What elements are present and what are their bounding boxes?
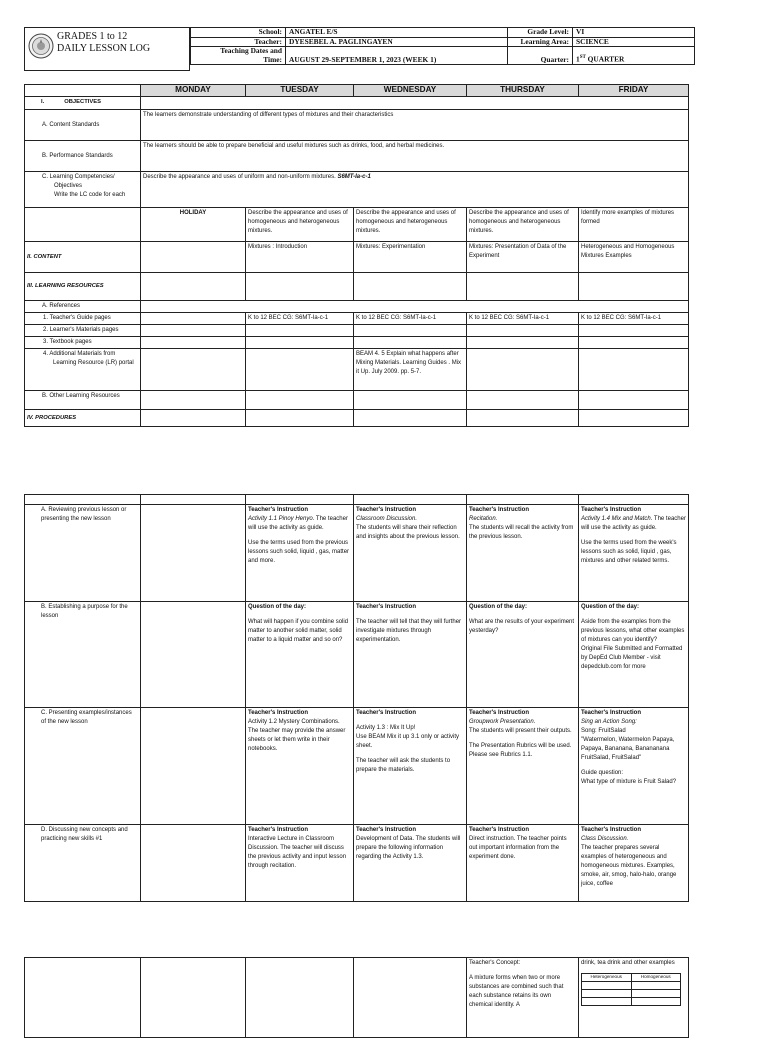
additional-materials-label-b: Learning Resource (LR) portal [53, 360, 134, 366]
question-heading: Question of the day: [248, 604, 307, 610]
review-wednesday [354, 505, 467, 602]
activity-desc: . The teacher will use the activity as guide. [248, 516, 348, 531]
spacer-monday [141, 495, 246, 505]
examples-tuesday [246, 708, 354, 825]
ti-heading: Teacher's Instruction [356, 604, 416, 610]
competencies-text-main: Describe the appearance and uses of uniform and non-uniform mixtures. [143, 174, 338, 180]
activity-title: Activity 1.4 Mix and Match [581, 516, 651, 522]
teacher-label: Teacher: [191, 37, 286, 47]
activity-title: Recitation. [469, 516, 498, 522]
pr-monday [141, 410, 246, 427]
song-title: Song: FruitSalad [581, 728, 626, 734]
content-standards-label: A. Content Standards [25, 110, 141, 141]
content-thursday: Mixtures: Presentation of Data of the Experiment [467, 242, 579, 273]
ti-heading: Teacher's Instruction [248, 507, 308, 513]
ti-heading: Teacher's Instruction [248, 827, 308, 833]
references-label: A. References [25, 301, 141, 313]
examples-thursday [467, 708, 579, 825]
area-value: SCIENCE [573, 37, 695, 47]
review-tuesday [246, 505, 354, 602]
quarter-label: Quarter: [508, 47, 573, 65]
reviewing-lesson-label: A. Reviewing previous lesson or presenting the new lesson [25, 505, 141, 602]
song-heading: Sing an Action Song: [581, 719, 637, 725]
homogeneous-header: Homogeneous [631, 974, 681, 982]
ti-heading: Teacher's Instruction [581, 827, 641, 833]
spacer-tuesday [246, 495, 354, 505]
mini-cell [582, 998, 632, 1006]
school-value: ANGATEL E/S [286, 28, 508, 38]
question-text: Aside from the examples from the previous lessons, what other examples of mixtures can you identify? [581, 619, 685, 643]
quarter-sup: ST [579, 55, 586, 61]
mini-cell [631, 998, 681, 1006]
am-monday [141, 349, 246, 391]
tg-thursday: K to 12 BEC CG: S6MT-Ia-c-1 [467, 313, 579, 325]
activity-desc: The students will share their reflection and insights about the previous lesson. [356, 525, 460, 540]
objectives-num: I. [41, 99, 45, 105]
lm-monday [141, 325, 246, 337]
day-tuesday: TUESDAY [246, 85, 354, 97]
question-heading: Question of the day: [581, 604, 640, 610]
tg-friday: K to 12 BEC CG: S6MT-Ia-c-1 [579, 313, 689, 325]
pr-tuesday [246, 410, 354, 427]
guide-question: What type of mixture is Fruit Salad? [581, 779, 677, 785]
tg-monday [141, 313, 246, 325]
ti-heading: Teacher's Instruction [469, 710, 529, 716]
teacher-concept-heading: Teacher's Concept: [469, 960, 521, 966]
teacher-value: DYESEBEL A. PAGLINGAYEN [286, 37, 508, 47]
concepts-tuesday [246, 825, 354, 902]
pr-wednesday [354, 410, 467, 427]
day-wednesday: WEDNESDAY [354, 85, 467, 97]
tb-tuesday [246, 337, 354, 349]
ti-heading: Teacher's Instruction [469, 507, 529, 513]
purpose-label: B. Establishing a purpose for the lesson [25, 602, 141, 708]
activity-note: Use the terms used from the previous lessons such solid, liquid , gas, matter and more. [248, 540, 350, 564]
objective-thursday: Describe the appearance and uses of homogeneous and heterogeneous mixtures. [467, 208, 579, 242]
purpose-text: The teacher will tell that they will further investigate mixtures through experimentation. [356, 619, 462, 643]
mixture-types-table [581, 973, 681, 1006]
grade-label: Grade Level: [508, 28, 573, 38]
am-tuesday [246, 349, 354, 391]
competencies-label-c: Write the LC code for each [54, 192, 126, 198]
examples-monday [141, 708, 246, 825]
ti-heading: Teacher's Instruction [248, 710, 308, 716]
header-info-table [190, 27, 695, 65]
activity-title: Activity 1.1 Pinoy Henyo [248, 516, 313, 522]
school-label: School: [191, 28, 286, 38]
objectives-heading [25, 97, 141, 110]
concepts-wednesday [354, 825, 467, 902]
pr-thursday [467, 410, 579, 427]
activity-desc: . The teacher will use the activity as guide. [581, 516, 686, 531]
activity-title: Classroom Discussion. [356, 516, 418, 522]
ti-heading: Teacher's Instruction [356, 507, 416, 513]
page-title [57, 31, 150, 55]
objective-friday: Identify more examples of mixtures formed [579, 208, 689, 242]
or-friday [579, 391, 689, 410]
deped-seal-icon [28, 33, 54, 59]
dates-label-2: Time: [263, 54, 282, 64]
day-monday: MONDAY [141, 85, 246, 97]
or-thursday [467, 391, 579, 410]
examples-text: drink, tea drink and other examples [581, 960, 675, 966]
purpose-friday [579, 602, 689, 708]
am-friday [579, 349, 689, 391]
or-monday [141, 391, 246, 410]
ti-heading: Teacher's Instruction [469, 827, 529, 833]
quarter-number: 1 [576, 54, 580, 64]
day-friday: FRIDAY [579, 85, 689, 97]
activity-note: Use the terms used from the week's lessons such as solid, liquid , gas, mixtures and other related terms. [581, 540, 677, 564]
review-friday [579, 505, 689, 602]
lr-tuesday [246, 273, 354, 301]
dates-value: AUGUST 29-SEPTEMBER 1, 2023 (WEEK 1) [286, 47, 508, 65]
lesson-table-top [24, 84, 689, 427]
concepts-monday [141, 825, 246, 902]
cont-label [25, 958, 141, 1038]
cont-friday [579, 958, 689, 1038]
lm-tuesday [246, 325, 354, 337]
ti-heading: Teacher's Instruction [581, 507, 641, 513]
purpose-monday [141, 602, 246, 708]
activity-title: Activity 1.2 Mystery Combinations. [248, 719, 340, 725]
concepts-thursday [467, 825, 579, 902]
competencies-label [25, 172, 141, 208]
source-note: Original File Submitted and Formatted by DepEd Club Member - visit depedclub.com for more [581, 646, 683, 670]
cont-thursday [467, 958, 579, 1038]
competencies-code: S6MT-Ia-c-1 [337, 174, 371, 180]
additional-materials-label [25, 349, 141, 391]
tb-thursday [467, 337, 579, 349]
ti-heading: Teacher's Instruction [356, 710, 416, 716]
content-friday: Heterogeneous and Homogeneous Mixtures Examples [579, 242, 689, 273]
teachers-guide-label: 1. Teacher's Guide pages [25, 313, 141, 325]
spacer-wednesday [354, 495, 467, 505]
activity-title: Activity 1.3 : Mix It Up! [356, 725, 416, 731]
tb-monday [141, 337, 246, 349]
examples-wednesday [354, 708, 467, 825]
objective-wednesday: Describe the appearance and uses of homogeneous and heterogeneous mixtures. [354, 208, 467, 242]
review-monday [141, 505, 246, 602]
grade-value: VI [573, 28, 695, 38]
lr-wednesday [354, 273, 467, 301]
performance-standards-label: B. Performance Standards [25, 141, 141, 172]
pr-friday [579, 410, 689, 427]
mini-cell [631, 982, 681, 990]
activity-note: The Presentation Rubrics will be used. Please see Rubrics 1.1. [469, 743, 572, 758]
dates-label [191, 47, 286, 65]
examples-friday [579, 708, 689, 825]
purpose-thursday [467, 602, 579, 708]
purpose-wednesday [354, 602, 467, 708]
dates-label-1: Teaching Dates and [220, 46, 282, 55]
activity-desc: The teacher may provide the answer sheets or let them write in their notebooks. [248, 728, 346, 752]
teacher-concept-text: A mixture forms when two or more substances are combined such that each substance retains its own chemical identity. A [469, 975, 564, 1008]
concepts-text: The teacher prepares several examples of heterogeneous and homogeneous mixtures. Examples, smoke, air, smog, halo-halo, orange juice, coffee [581, 845, 677, 887]
or-tuesday [246, 391, 354, 410]
content-standards-text: The learners demonstrate understanding of different types of mixtures and their characteristics [141, 110, 689, 141]
heterogeneous-header: Heterogeneous [582, 974, 632, 982]
objectives-row-label [25, 208, 141, 242]
learning-resources-heading: III. LEARNING RESOURCES [25, 273, 141, 301]
am-thursday [467, 349, 579, 391]
mini-cell [631, 990, 681, 998]
quarter-value [573, 47, 695, 65]
content-heading: II. CONTENT [25, 242, 141, 273]
competencies-label-a: C. Learning Competencies/ [42, 174, 115, 180]
review-thursday [467, 505, 579, 602]
quarter-rest: QUARTER [585, 54, 625, 64]
objectives-blank [141, 97, 689, 110]
concepts-text: Direct instruction. The teacher points out important information from the experiment done. [469, 836, 567, 860]
purpose-tuesday [246, 602, 354, 708]
song-lyrics: "Watermelon, Watermelon Papaya, Papaya, Bananana, Banananana FruitSalad, FruitSalad" [581, 737, 675, 761]
cont-wednesday [354, 958, 467, 1038]
spacer-thursday [467, 495, 579, 505]
mini-cell [582, 982, 632, 990]
textbook-label: 3. Textbook pages [25, 337, 141, 349]
performance-standards-text: The learners should be able to prepare beneficial and useful mixtures such as drinks, food, and herbal medicines. [141, 141, 689, 172]
objectives-title: OBJECTIVES [64, 99, 101, 105]
corner-cell [25, 85, 141, 97]
learners-materials-label: 2. Learner's Materials pages [25, 325, 141, 337]
title-line-2: DAILY LESSON LOG [57, 43, 151, 54]
concepts-text: Interactive Lecture in Classroom Discussion. The teacher will discuss the previous activity and input lesson through recitation. [248, 836, 347, 869]
activity-desc: The students will present their outputs. [469, 728, 572, 734]
activity-title: Groupwork Presentation. [469, 719, 536, 725]
ti-heading: Teacher's Instruction [356, 827, 416, 833]
objective-tuesday: Describe the appearance and uses of homogeneous and heterogeneous mixtures. [246, 208, 354, 242]
lesson-table-procedures [24, 494, 689, 902]
activity-desc: The students will recall the activity from the previous lesson. [469, 525, 574, 540]
lesson-table-continued [24, 957, 689, 1038]
or-wednesday [354, 391, 467, 410]
procedures-heading: IV. PROCEDURES [25, 410, 141, 427]
tg-wednesday: K to 12 BEC CG: S6MT-Ia-c-1 [354, 313, 467, 325]
spacer-row-label [25, 495, 141, 505]
guide-question-label: Guide question: [581, 770, 624, 776]
lm-friday [579, 325, 689, 337]
content-tuesday: Mixtures : Introduction [246, 242, 354, 273]
lm-thursday [467, 325, 579, 337]
other-resources-label: B. Other Learning Resources [25, 391, 141, 410]
question-text: What are the results of your experiment yesterday? [469, 619, 575, 634]
title-line-1: GRADES 1 to 12 [57, 31, 128, 42]
competencies-text [141, 172, 689, 208]
mini-cell [582, 990, 632, 998]
lm-wednesday [354, 325, 467, 337]
references-blank [141, 301, 689, 313]
tb-wednesday [354, 337, 467, 349]
lr-friday [579, 273, 689, 301]
content-monday [141, 242, 246, 273]
day-thursday: THURSDAY [467, 85, 579, 97]
lr-monday [141, 273, 246, 301]
question-text: What will happen if you combine solid matter to another solid matter, solid matter to a liquid matter and so on? [248, 619, 349, 643]
area-label: Learning Area: [508, 37, 573, 47]
concepts-text: Development of Data. The students will prepare the following information regarding the Activity 1.3. [356, 836, 461, 860]
cont-tuesday [246, 958, 354, 1038]
cont-monday [141, 958, 246, 1038]
spacer-friday [579, 495, 689, 505]
activity-desc: Use BEAM Mix it up 3.1 only or activity sheet. [356, 734, 460, 749]
content-wednesday: Mixtures: Experimentation [354, 242, 467, 273]
tb-friday [579, 337, 689, 349]
header-logo-box [24, 27, 190, 71]
ti-heading: Teacher's Instruction [581, 710, 641, 716]
discussing-concepts-label: D. Discussing new concepts and practicing new skills #1 [25, 825, 141, 902]
competencies-label-b: Objectives [54, 183, 83, 189]
am-wednesday: BEAM 4. 5 Explain what happens after Mixing Materials. Learning Guides . Mix it Up. July 2009. pp. 5-7. [354, 349, 467, 391]
tg-tuesday: K to 12 BEC CG: S6MT-Ia-c-1 [246, 313, 354, 325]
concepts-friday [579, 825, 689, 902]
question-heading: Question of the day: [469, 604, 528, 610]
activity-note: The teacher will ask the students to prepare the materials. [356, 758, 451, 773]
presenting-examples-label: C. Presenting examples/instances of the new lesson [25, 708, 141, 825]
additional-materials-label-a: 4. Additional Materials from [43, 351, 116, 357]
holiday-cell: HOLIDAY [141, 208, 246, 242]
discussion-title: Class Discussion. [581, 836, 629, 842]
lr-thursday [467, 273, 579, 301]
